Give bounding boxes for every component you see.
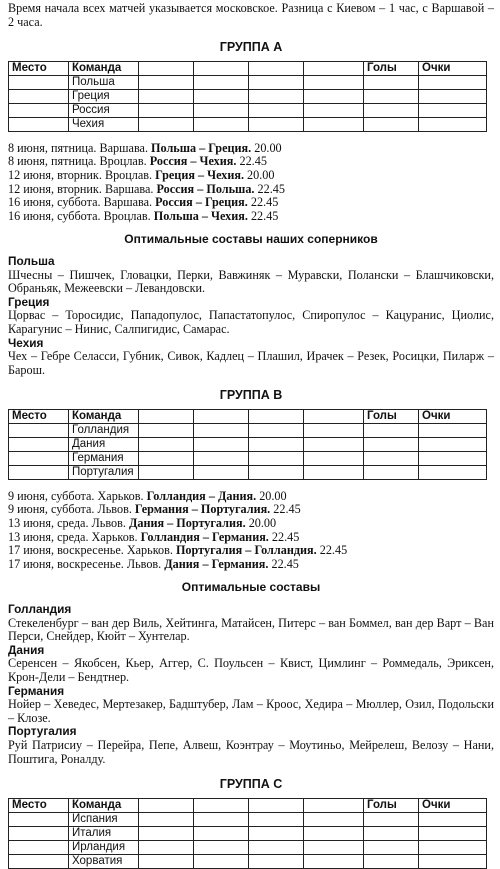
groups-container bbox=[8, 41, 494, 869]
match-time: 22.45 bbox=[254, 181, 285, 196]
table-cell bbox=[364, 854, 419, 868]
match-time: 22.45 bbox=[247, 208, 279, 223]
match-line bbox=[8, 142, 494, 156]
lineup-block bbox=[8, 644, 494, 685]
match-line bbox=[8, 183, 494, 197]
table-row bbox=[9, 465, 487, 479]
table-cell bbox=[9, 89, 69, 103]
table-cell bbox=[364, 437, 419, 451]
table-cell bbox=[249, 451, 304, 465]
match-teams: Дания – Германия. bbox=[164, 556, 269, 571]
table-cell bbox=[249, 437, 304, 451]
table-cell bbox=[194, 423, 249, 437]
match-teams: Дания – Португалия. bbox=[128, 516, 246, 531]
table-row bbox=[9, 103, 487, 117]
table-cell bbox=[419, 826, 487, 840]
table-cell bbox=[249, 117, 304, 131]
table-cell bbox=[304, 840, 364, 854]
match-line bbox=[8, 155, 494, 169]
match-time: 20.00 bbox=[244, 167, 275, 182]
table-cell bbox=[9, 437, 69, 451]
table-cell bbox=[419, 437, 487, 451]
header-cell bbox=[304, 798, 364, 812]
match-teams: Россия – Чехия. bbox=[149, 154, 237, 169]
match-time: 22.45 bbox=[268, 556, 299, 571]
team-cell: Испания bbox=[69, 812, 139, 826]
match-time: 22.45 bbox=[247, 195, 279, 210]
table-cell bbox=[9, 465, 69, 479]
table-cell bbox=[194, 451, 249, 465]
table-cell bbox=[194, 437, 249, 451]
table-cell bbox=[304, 812, 364, 826]
table-cell bbox=[304, 89, 364, 103]
lineups-title: Оптимальные составы bbox=[181, 580, 321, 595]
match-line bbox=[8, 544, 494, 558]
table-cell bbox=[139, 826, 194, 840]
table-cell bbox=[139, 75, 194, 89]
lineup-block bbox=[8, 337, 494, 378]
table-cell bbox=[194, 465, 249, 479]
table-cell bbox=[9, 812, 69, 826]
team-cell: Польша bbox=[69, 75, 139, 89]
match-date-venue: 16 июня, суббота. Вроцлав. bbox=[8, 208, 154, 223]
header-team: Команда bbox=[69, 61, 139, 75]
table-cell bbox=[139, 465, 194, 479]
match-date-venue: 12 июня, вторник. Варшава. bbox=[8, 181, 157, 196]
header-cell bbox=[249, 798, 304, 812]
match-time: 22.45 bbox=[270, 502, 301, 517]
group-title: ГРУППА А bbox=[219, 40, 283, 55]
match-teams: Голландия – Дания. bbox=[146, 488, 257, 503]
table-cell bbox=[9, 117, 69, 131]
match-line bbox=[8, 503, 494, 517]
match-line bbox=[8, 517, 494, 531]
match-schedule bbox=[8, 490, 494, 572]
lineup-team-name: Дания bbox=[8, 642, 45, 657]
header-cell bbox=[139, 61, 194, 75]
team-cell: Италия bbox=[69, 826, 139, 840]
table-row bbox=[9, 89, 487, 103]
table-cell bbox=[364, 812, 419, 826]
header-cell bbox=[139, 409, 194, 423]
lineup-players: Руй Патрисиу – Перейра, Пепе, Алвеш, Коэнтрау – Моутиньо, Мейрелеш, Велозу – Нани, Поштига, Роналду. bbox=[8, 737, 494, 766]
table-cell bbox=[194, 826, 249, 840]
header-cell bbox=[139, 798, 194, 812]
match-teams: Польша – Греция. bbox=[151, 140, 252, 155]
lineup-team-name: Голландия bbox=[8, 602, 72, 617]
table-cell bbox=[419, 465, 487, 479]
table-cell bbox=[194, 854, 249, 868]
match-date-venue: 9 июня, суббота. Харьков. bbox=[8, 488, 147, 503]
lineup-team-name: Чехия bbox=[8, 335, 44, 350]
lineup-players: Нойер – Хеведес, Мертезакер, Бадштубер, Лам – Кроос, Хедира – Мюллер, Озил, Подольски – Клозе. bbox=[8, 697, 494, 725]
match-date-venue: 17 июня, воскресенье. Львов. bbox=[8, 556, 165, 571]
table-cell bbox=[194, 840, 249, 854]
table-cell bbox=[9, 75, 69, 89]
standings-table bbox=[8, 61, 487, 132]
table-cell bbox=[194, 117, 249, 131]
table-cell bbox=[249, 826, 304, 840]
table-cell bbox=[304, 826, 364, 840]
standings-table bbox=[8, 798, 487, 869]
table-cell bbox=[419, 75, 487, 89]
lineup-block bbox=[8, 255, 494, 296]
lineup-team-name: Португалия bbox=[8, 724, 77, 739]
table-row bbox=[9, 117, 487, 131]
table-cell bbox=[139, 812, 194, 826]
intro-text: Время начала всех матчей указывается московское. Разница с Киевом – 1 час, с Варшавой – 2 часа. bbox=[8, 1, 494, 29]
lineup-players: Шчесны – Пишчек, Гловацки, Перки, Вавжиняк – Муравски, Полански – Блашчиковски, Обраньяк, Межеевски – Левандовски. bbox=[8, 267, 494, 296]
table-cell bbox=[139, 89, 194, 103]
table-header-row bbox=[9, 61, 487, 75]
match-teams: Греция – Чехия. bbox=[155, 167, 244, 182]
match-line bbox=[8, 490, 494, 504]
header-goals: Голы bbox=[364, 409, 419, 423]
table-cell bbox=[364, 423, 419, 437]
header-goals: Голы bbox=[364, 61, 419, 75]
lineup-block bbox=[8, 603, 494, 644]
table-cell bbox=[249, 840, 304, 854]
group-title: ГРУППА В bbox=[219, 388, 283, 403]
match-line bbox=[8, 196, 494, 210]
table-cell bbox=[194, 812, 249, 826]
team-cell: Греция bbox=[69, 89, 139, 103]
table-cell bbox=[364, 826, 419, 840]
header-cell bbox=[304, 409, 364, 423]
match-date-venue: 12 июня, вторник. Вроцлав. bbox=[8, 167, 156, 182]
team-cell: Хорватия bbox=[69, 854, 139, 868]
lineup-players: Стекеленбург – ван дер Виль, Хейтинга, Матайсен, Питерс – ван Боммел, ван дер Варт – Ван Перси, Снейдер, Кюйт – Хунтелар. bbox=[8, 615, 494, 644]
table-cell bbox=[9, 451, 69, 465]
table-cell bbox=[249, 75, 304, 89]
table-cell bbox=[249, 89, 304, 103]
table-cell bbox=[194, 89, 249, 103]
match-date-venue: 17 июня, воскресенье. Харьков. bbox=[8, 543, 176, 558]
lineup-players: Цорвас – Торосидис, Пападопулос, Папастатопулос, Спиропулос – Кацуранис, Циолис, Карагунис – Нинис, Салпигидис, Самарас. bbox=[8, 308, 494, 336]
lineup-players: Чех – Гебре Селасси, Губник, Сивок, Кадлец – Плашил, Ирачек – Резек, Росицки, Пиларж – Барош. bbox=[8, 349, 494, 377]
table-cell bbox=[364, 89, 419, 103]
table-row bbox=[9, 423, 487, 437]
lineup-players: Серенсен – Якобсен, Кьер, Аггер, С. Поульсен – Квист, Цимлинг – Роммедаль, Эриксен, Крон-Дели – Бендтнер. bbox=[8, 656, 494, 684]
table-cell bbox=[249, 423, 304, 437]
table-cell bbox=[139, 423, 194, 437]
header-team: Команда bbox=[69, 798, 139, 812]
header-points: Очки bbox=[419, 61, 487, 75]
header-cell bbox=[194, 61, 249, 75]
table-cell bbox=[304, 75, 364, 89]
header-cell bbox=[194, 409, 249, 423]
table-cell bbox=[249, 854, 304, 868]
table-cell bbox=[364, 117, 419, 131]
table-cell bbox=[139, 854, 194, 868]
table-cell bbox=[419, 423, 487, 437]
team-cell: Дания bbox=[69, 437, 139, 451]
header-goals: Голы bbox=[364, 798, 419, 812]
match-date-venue: 9 июня, суббота. Львов. bbox=[8, 502, 135, 517]
match-line bbox=[8, 558, 494, 572]
table-row bbox=[9, 840, 487, 854]
table-cell bbox=[249, 465, 304, 479]
header-cell bbox=[249, 61, 304, 75]
table-cell bbox=[304, 451, 364, 465]
table-row bbox=[9, 437, 487, 451]
group-section bbox=[8, 389, 494, 778]
table-cell bbox=[304, 465, 364, 479]
table-cell bbox=[419, 89, 487, 103]
table-cell bbox=[419, 103, 487, 117]
team-cell: Португалия bbox=[69, 465, 139, 479]
group-title: ГРУППА С bbox=[219, 777, 283, 792]
header-place: Место bbox=[9, 798, 69, 812]
match-time: 20.00 bbox=[245, 516, 277, 531]
match-teams: Россия – Греция. bbox=[155, 195, 248, 210]
header-cell bbox=[249, 409, 304, 423]
match-line bbox=[8, 531, 494, 545]
match-teams: Голландия – Германия. bbox=[140, 529, 269, 544]
table-cell bbox=[364, 103, 419, 117]
table-cell bbox=[9, 103, 69, 117]
table-cell bbox=[419, 117, 487, 131]
table-cell bbox=[139, 103, 194, 117]
table-cell bbox=[139, 437, 194, 451]
table-cell bbox=[364, 465, 419, 479]
table-cell bbox=[364, 75, 419, 89]
standings-table bbox=[8, 409, 487, 480]
match-date-venue: 8 июня, пятница. Варшава. bbox=[8, 140, 152, 155]
match-teams: Португалия – Голландия. bbox=[175, 543, 317, 558]
lineup-block bbox=[8, 685, 494, 726]
match-schedule bbox=[8, 142, 494, 224]
table-row bbox=[9, 451, 487, 465]
lineups-title: Оптимальные составы наших соперников bbox=[124, 232, 378, 247]
lineup-block bbox=[8, 725, 494, 766]
match-date-venue: 13 июня, среда. Харьков. bbox=[8, 529, 141, 544]
header-cell bbox=[194, 798, 249, 812]
lineup-block bbox=[8, 296, 494, 337]
header-place: Место bbox=[9, 61, 69, 75]
table-row bbox=[9, 812, 487, 826]
match-teams: Россия – Польша. bbox=[156, 181, 255, 196]
group-section bbox=[8, 41, 494, 389]
table-header-row bbox=[9, 798, 487, 812]
match-teams: Германия – Португалия. bbox=[134, 502, 271, 517]
table-row bbox=[9, 75, 487, 89]
table-cell bbox=[9, 840, 69, 854]
table-cell bbox=[9, 826, 69, 840]
table-row bbox=[9, 826, 487, 840]
team-cell: Чехия bbox=[69, 117, 139, 131]
table-cell bbox=[304, 103, 364, 117]
match-line bbox=[8, 169, 494, 183]
table-cell bbox=[304, 117, 364, 131]
table-cell bbox=[364, 451, 419, 465]
table-cell bbox=[139, 840, 194, 854]
team-cell: Голландия bbox=[69, 423, 139, 437]
header-cell bbox=[304, 61, 364, 75]
table-cell bbox=[304, 423, 364, 437]
match-time: 22.45 bbox=[236, 154, 267, 169]
table-cell bbox=[419, 812, 487, 826]
match-line bbox=[8, 210, 494, 224]
document-page bbox=[8, 0, 494, 869]
team-cell: Россия bbox=[69, 103, 139, 117]
match-date-venue: 16 июня, суббота. Варшава. bbox=[8, 195, 156, 210]
table-cell bbox=[194, 103, 249, 117]
table-cell bbox=[304, 854, 364, 868]
match-teams: Польша – Чехия. bbox=[153, 208, 248, 223]
table-cell bbox=[419, 854, 487, 868]
table-cell bbox=[249, 812, 304, 826]
header-points: Очки bbox=[419, 798, 487, 812]
lineup-team-name: Греция bbox=[8, 294, 50, 309]
table-cell bbox=[139, 451, 194, 465]
lineup-team-name: Польша bbox=[8, 253, 55, 268]
group-section bbox=[8, 778, 494, 869]
table-cell bbox=[364, 840, 419, 854]
header-points: Очки bbox=[419, 409, 487, 423]
match-time: 20.00 bbox=[256, 488, 287, 503]
table-cell bbox=[304, 437, 364, 451]
match-time: 22.45 bbox=[268, 529, 300, 544]
table-cell bbox=[194, 75, 249, 89]
table-cell bbox=[9, 854, 69, 868]
table-cell bbox=[419, 451, 487, 465]
match-time: 20.00 bbox=[251, 140, 282, 155]
lineup-team-name: Германия bbox=[8, 683, 65, 698]
table-row bbox=[9, 854, 487, 868]
header-team: Команда bbox=[69, 409, 139, 423]
table-cell bbox=[419, 840, 487, 854]
table-cell bbox=[139, 117, 194, 131]
team-cell: Германия bbox=[69, 451, 139, 465]
match-date-venue: 13 июня, среда. Львов. bbox=[8, 516, 129, 531]
team-cell: Ирландия bbox=[69, 840, 139, 854]
match-date-venue: 8 июня, пятница. Вроцлав. bbox=[8, 154, 150, 169]
match-time: 22.45 bbox=[316, 543, 348, 558]
table-header-row bbox=[9, 409, 487, 423]
table-cell bbox=[249, 103, 304, 117]
table-cell bbox=[9, 423, 69, 437]
header-place: Место bbox=[9, 409, 69, 423]
